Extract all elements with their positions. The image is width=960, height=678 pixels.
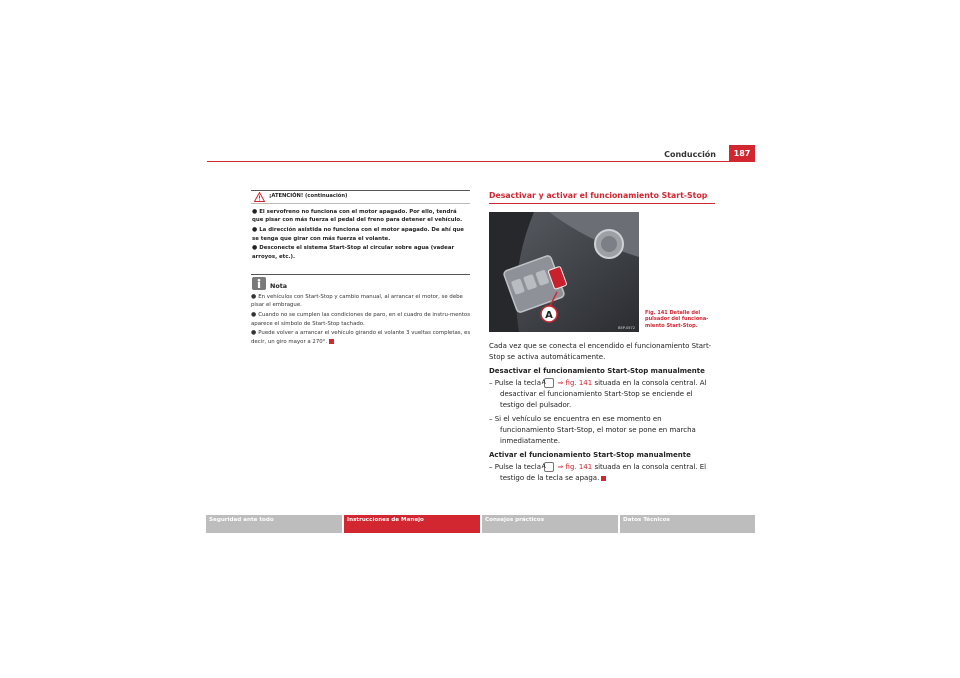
deactivate-heading: Desactivar el funcionamiento Start-Stop manualmente xyxy=(489,367,705,375)
figure-illustration xyxy=(489,212,639,332)
warning-list xyxy=(252,208,468,263)
intro-paragraph: Cada vez que se conecta el encendido el funcionamiento Start-Stop se activa automáticamente. xyxy=(489,342,712,361)
warning-item: ● El servofreno no funciona con el motor apagado. Por ello, tendrá que pisar con más fuerza el pedal del freno para detener el vehículo. xyxy=(252,208,463,224)
warning-box xyxy=(251,190,470,275)
note-item: ● En vehículos con Start-Stop y cambio manual, al arrancar el motor, se debe pisar el embrague. xyxy=(251,293,463,309)
note-item: ● Puede volver a arrancar el vehículo girando el volante 3 vueltas completas, es decir, un giro mayor a 270°. xyxy=(251,329,471,345)
key-a-icon: A xyxy=(544,462,554,472)
figure-ref-link[interactable]: ⇒ fig. 141 xyxy=(557,379,593,387)
footer-tab-seguridad[interactable]: Seguridad ante todo xyxy=(206,515,342,533)
header-rule xyxy=(207,161,755,162)
figure-caption: Fig. 141 Detalle del pulsador del funciona-miento Start-Stop. xyxy=(645,310,709,329)
deactivate-step-1: – Pulse la tecla A ⇒ fig. 141 situada en la consola central. Al desactivar el funcionamiento Start-Stop se enciende el testigo del pulsador. xyxy=(489,379,707,409)
footer-tab-instrucciones[interactable]: Instrucciones de Manejo xyxy=(344,515,480,533)
figure-label-a: A xyxy=(545,310,553,321)
chapter-title: Conducción xyxy=(664,150,716,159)
note-item: ● Cuando no se cumplen las condiciones de paro, en el cuadro de instru-mentos aparece el símbolo de Start-Stop tachado. xyxy=(251,311,471,327)
section-rule xyxy=(489,203,715,204)
warning-item: ● La dirección asistida no funciona con el motor apagado. De ahí que se tenga que girar con más fuerza el volante. xyxy=(252,226,464,242)
figure-code: B5P-0572 xyxy=(618,326,635,330)
end-mark-icon xyxy=(601,476,606,481)
key-a-icon: A xyxy=(544,378,554,388)
figure-ref-link[interactable]: ⇒ fig. 141 xyxy=(557,463,593,471)
activate-heading: Activar el funcionamiento Start-Stop manualmente xyxy=(489,451,691,459)
figure-start-stop-button xyxy=(489,212,639,332)
end-mark-icon xyxy=(329,339,334,344)
note-list xyxy=(251,293,471,348)
warning-header xyxy=(251,191,470,204)
footer-nav xyxy=(206,515,755,533)
activate-step-1: – Pulse la tecla A ⇒ fig. 141 situada en la consola central. El testigo de la tecla se apaga. xyxy=(489,463,707,482)
warning-item: ● Desconecte el sistema Start-Stop al circular sobre agua (vadear arroyos, etc.). xyxy=(252,244,455,260)
footer-tab-datos[interactable]: Datos Técnicos xyxy=(620,515,755,533)
note-label: Nota xyxy=(270,282,288,290)
section-title: Desactivar y activar el funcionamiento Start-Stop xyxy=(489,191,708,200)
warning-triangle-icon xyxy=(254,192,265,202)
deactivate-step-2: – Si el vehículo se encuentra en ese momento en funcionamiento Start-Stop, el motor se pone en marcha inmediatamente. xyxy=(489,415,696,445)
info-icon xyxy=(252,277,266,290)
page-number: 187 xyxy=(729,145,755,162)
warning-title: ¡ATENCIÓN! (continuación) xyxy=(269,193,348,199)
section-body xyxy=(489,341,715,484)
footer-tab-consejos[interactable]: Consejos prácticos xyxy=(482,515,618,533)
